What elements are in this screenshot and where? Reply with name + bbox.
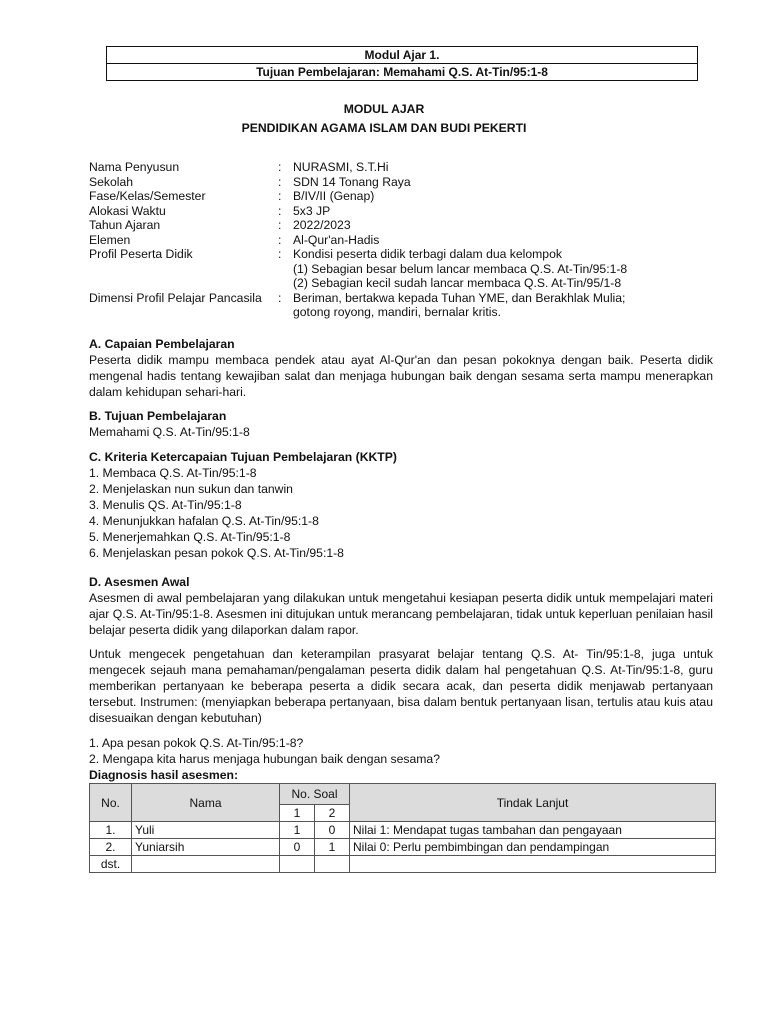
header-soal-1: 1 — [280, 805, 315, 822]
cell-no: 1. — [90, 822, 132, 839]
objective-label: Tujuan Pembelajaran: Memahami Q.S. At-Tin/95:1-8 — [107, 63, 697, 80]
cell-nama: Yuli — [132, 822, 280, 839]
info-separator: : — [278, 232, 282, 247]
info-row — [89, 189, 709, 204]
info-separator: : — [278, 290, 282, 305]
section-d — [89, 574, 713, 638]
info-row — [89, 218, 709, 233]
info-value-line: Kondisi peserta didik terbagi dalam dua kelompok — [293, 247, 562, 261]
info-row — [89, 175, 709, 190]
section-c-title: C. Kriteria Ketercapaian Tujuan Pembelajaran (KKTP) — [89, 450, 397, 464]
table-row — [90, 822, 716, 839]
info-row — [89, 247, 709, 291]
cell-tindak-lanjut: Nilai 1: Mendapat tugas tambahan dan pengayaan — [350, 822, 716, 839]
info-value-line: Beriman, bertakwa kepada Tuhan YME, dan Berakhlak Mulia; — [293, 290, 626, 305]
info-value — [293, 233, 709, 248]
doc-title: MODUL AJAR — [343, 102, 425, 116]
cell-soal-1: 0 — [280, 839, 315, 856]
info-value-line: SDN 14 Tonang Raya — [293, 174, 411, 189]
header-soal-2: 2 — [315, 805, 350, 822]
cell-tindak-lanjut — [350, 856, 716, 873]
info-value-line: (1) Sebagian besar belum lancar membaca Q.S. At-Tin/95:1-8 — [293, 261, 628, 276]
cell-soal-1: 1 — [280, 822, 315, 839]
cell-nama — [132, 856, 280, 873]
info-label: Nama Penyusun — [89, 160, 180, 174]
section-b-text: Memahami Q.S. At-Tin/95:1-8 — [89, 425, 250, 439]
info-label: Dimensi Profil Pelajar Pancasila — [89, 290, 262, 305]
identity-info — [89, 160, 709, 320]
cell-no: 2. — [90, 839, 132, 856]
info-value — [293, 291, 709, 320]
doc-subtitle: PENDIDIKAN AGAMA ISLAM DAN BUDI PEKERTI — [241, 121, 527, 135]
section-d-title: D. Asesmen Awal — [89, 575, 190, 589]
info-value — [293, 175, 709, 190]
info-label: Sekolah — [89, 174, 134, 189]
info-value-line: B/IV/II (Genap) — [293, 189, 375, 203]
info-value-line: 2022/2023 — [293, 218, 351, 232]
info-value-line: (2) Sebagian kecil sudah lancar membaca Q.S. At-Tin/95/1-8 — [293, 276, 622, 290]
diagnosis-title: Diagnosis hasil asesmen: — [89, 768, 239, 782]
list-item: 6. Menjelaskan pesan pokok Q.S. At-Tin/95:1-8 — [89, 546, 344, 560]
info-value-line: 5x3 JP — [293, 203, 331, 218]
info-separator: : — [278, 174, 282, 189]
info-row — [89, 160, 709, 175]
info-label: Profil Peserta Didik — [89, 247, 193, 261]
info-label: Alokasi Waktu — [89, 203, 166, 218]
section-d-paragraph-1: Asesmen di awal pembelajaran yang dilakukan untuk mengetahui kesiapan peserta didik untuk mempelajari materi ajar Q.S. At-Tin/95:1-8. Asesmen ini ditujukan untuk merancang pembelajaran, tidak untuk keperluan penilaian hasil belajar peserta didik yang dilaporkan dalam rapor. — [89, 591, 713, 637]
header-no: No. — [90, 784, 132, 822]
info-label: Tahun Ajaran — [89, 218, 161, 232]
module-label: Modul Ajar 1. — [364, 48, 440, 62]
list-item: 3. Menulis QS. At-Tin/95:1-8 — [89, 498, 242, 512]
section-a-text: Peserta didik mampu membaca pendek atau ayat Al-Qur'an dan pesan pokoknya dengan baik. Peserta didik mengenal hadis tentang kewajiban salat dan menjaga hubungan baik dengan sesama serta mampu menerapkan dalam kehidupan sehari-hari. — [89, 353, 713, 399]
section-c — [89, 449, 713, 561]
section-d-questions — [89, 735, 713, 783]
kktp-list — [89, 465, 713, 561]
info-value — [293, 204, 709, 219]
info-value — [293, 189, 709, 204]
info-value — [293, 160, 709, 175]
cell-soal-1 — [280, 856, 315, 873]
header-nama: Nama — [132, 784, 280, 822]
section-b-title: B. Tujuan Pembelajaran — [89, 409, 227, 423]
question-item: 1. Apa pesan pokok Q.S. At-Tin/95:1-8? — [89, 736, 304, 750]
info-separator: : — [278, 247, 282, 261]
info-separator: : — [278, 160, 282, 174]
info-value — [293, 247, 709, 291]
info-value-line: NURASMI, S.T.Hi — [293, 160, 389, 174]
list-item: 2. Menjelaskan nun sukun dan tanwin — [89, 482, 293, 496]
cell-soal-2: 0 — [315, 822, 350, 839]
cell-tindak-lanjut: Nilai 0: Perlu pembimbingan dan pendampingan — [350, 839, 716, 856]
cell-no: dst. — [90, 856, 132, 873]
header-tindak-lanjut: Tindak Lanjut — [350, 784, 716, 822]
cell-nama: Yuniarsih — [132, 839, 280, 856]
table-row — [90, 856, 716, 873]
list-item: 4. Menunjukkan hafalan Q.S. At-Tin/95:1-8 — [89, 514, 319, 528]
info-row — [89, 204, 709, 219]
cell-soal-2: 1 — [315, 839, 350, 856]
table-row — [90, 839, 716, 856]
section-a — [89, 336, 713, 400]
cell-soal-2 — [315, 856, 350, 873]
info-row — [89, 233, 709, 248]
info-label: Elemen — [89, 232, 131, 247]
info-value-line: Al-Qur'an-Hadis — [293, 232, 380, 247]
info-separator: : — [278, 189, 282, 203]
info-separator: : — [278, 218, 282, 232]
question-item: 2. Mengapa kita harus menjaga hubungan baik dengan sesama? — [89, 752, 440, 766]
diagnosis-table — [89, 783, 716, 873]
info-value — [293, 218, 709, 233]
info-separator: : — [278, 203, 282, 218]
section-a-title: A. Capaian Pembelajaran — [89, 337, 235, 351]
info-label: Fase/Kelas/Semester — [89, 189, 206, 203]
info-row — [89, 291, 709, 320]
table-header-row — [90, 784, 716, 805]
section-b — [89, 408, 713, 440]
header-box — [106, 46, 698, 81]
list-item: 1. Membaca Q.S. At-Tin/95:1-8 — [89, 466, 257, 480]
info-value-line: gotong royong, mandiri, bernalar kritis. — [293, 305, 501, 319]
header-no-soal: No. Soal — [280, 784, 350, 805]
section-d-2 — [89, 646, 713, 726]
list-item: 5. Menerjemahkan Q.S. At-Tin/95:1-8 — [89, 530, 291, 544]
section-d-paragraph-2: Untuk mengecek pengetahuan dan keterampilan prasyarat belajar tentang Q.S. At- Tin/95:1-8, juga untuk mengecek sejauh mana pemahaman/pengalaman peserta didik dalam hal pengetahuan Q.S. At-Tin/95:1-8, guru memberikan pertanyaan ke beberapa peserta a didik secara acak, dan peserta didik menjawab pertanyaan tersebut. Instrumen: (menyiapkan beberapa pertanyaan, bisa dalam bentuk pertanyaan lisan, tertulis atau kuis atau disesuaikan dengan kebutuhan) — [89, 647, 713, 725]
